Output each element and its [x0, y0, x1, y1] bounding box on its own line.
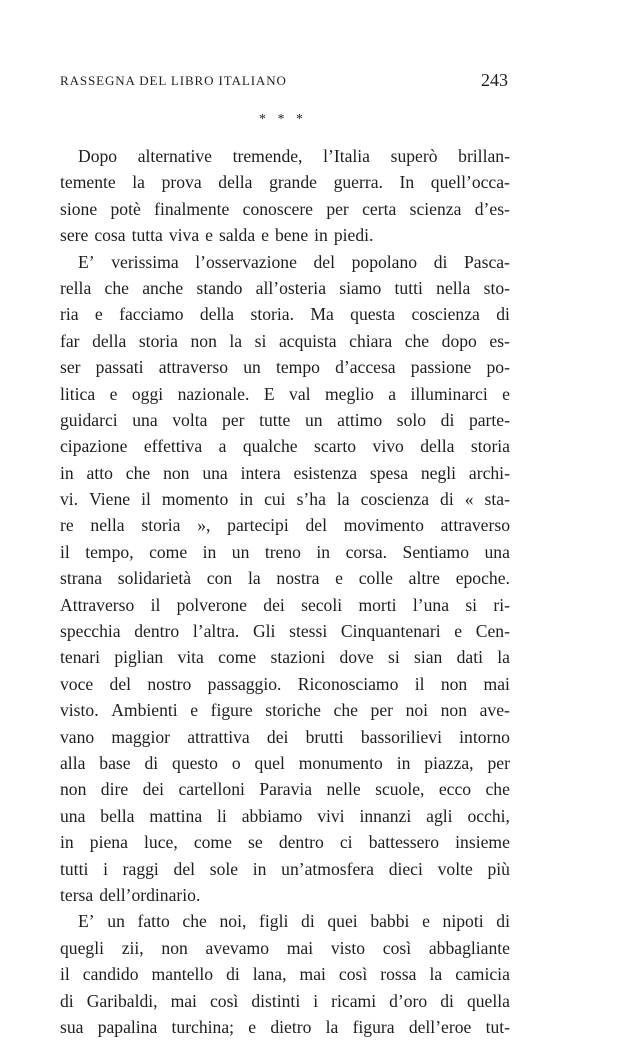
text-line: E’ verissima l’osservazione del popolano di Pasca- — [78, 251, 510, 272]
text-line: in piena luce, come se dentro ci battessero insieme — [60, 832, 510, 853]
text-line: E’ un fatto che noi, figli di quei babbi e nipoti di — [78, 911, 510, 932]
text-line: vano maggior attrattiva dei brutti bassorilievi intorno — [60, 726, 510, 747]
text-line: in atto che non una intera esistenza spesa negli archi- — [60, 462, 510, 483]
text-line: sua papalina turchina; e dietro la figura dell’eroe tut- — [60, 1016, 510, 1037]
section-separator: * * * — [259, 112, 307, 127]
text-line: tersa dell’ordinario. — [60, 884, 201, 905]
text-line: ria e facciamo della storia. Ma questa coscienza di — [60, 304, 510, 325]
text-line: Attraverso il polverone dei secoli morti l’una si ri- — [60, 594, 510, 615]
text-line: visto. Ambienti e figure storiche che per noi non ave- — [60, 700, 510, 721]
text-line: cipazione effettiva a qualche scarto vivo della storia — [60, 436, 510, 457]
body-text — [60, 143, 510, 1040]
text-line: il tempo, come in un treno in corsa. Sentiamo una — [60, 541, 510, 562]
text-line: tenari piglian vita come stazioni dove si sian dati la — [60, 647, 510, 668]
text-line: tutti i raggi del sole in un’atmosfera dieci volte più — [60, 858, 510, 879]
text-line: Dopo alternative tremende, l’Italia superò brillan- — [78, 146, 510, 166]
text-line: sione potè finalmente conoscere per certa scienza d’es- — [60, 198, 510, 219]
text-line: alla base di questo o quel monumento in piazza, per — [60, 752, 510, 773]
text-line: far della storia non la si acquista chiara che dopo es- — [60, 330, 510, 351]
text-line: il candido mantello di lana, mai così rossa la camicia — [60, 964, 510, 985]
text-line: rella che anche stando all’osteria siamo tutti nella sto- — [60, 277, 510, 298]
text-line: strana solidarietà con la nostra e colle altre epoche. — [60, 568, 510, 589]
running-title: RASSEGNA DEL LIBRO ITALIANO — [60, 73, 287, 88]
text-line: temente la prova della grande guerra. In quell’occa- — [60, 172, 510, 193]
text-line: ser passati attraverso un tempo d’accesa passione po- — [60, 357, 510, 378]
text-line: re nella storia », partecipi del movimento attraverso — [60, 515, 510, 536]
text-line: di Garibaldi, mai così distinti i ricami d’oro di quella — [60, 990, 510, 1011]
page-number: 243 — [481, 70, 508, 90]
text-line: vi. Viene il momento in cui s’ha la coscienza di « sta- — [60, 489, 510, 510]
text-line: non dire dei cartelloni Paravia nelle scuole, ecco che — [60, 779, 510, 800]
text-line: litica e oggi nazionale. E val meglio a illuminarci e — [60, 383, 510, 404]
page-header — [60, 70, 508, 94]
text-line: una bella mattina li abbiamo vivi innanzi agli occhi, — [60, 805, 510, 826]
text-line: voce del nostro passaggio. Riconosciamo il non mai — [60, 673, 510, 694]
text-line: specchia dentro l’altra. Gli stessi Cinquantenari e Cen- — [60, 621, 510, 642]
text-line: sere cosa tutta viva e salda e bene in piedi. — [60, 225, 374, 246]
text-line: quegli zii, non avevamo mai visto così abbagliante — [60, 937, 510, 958]
text-line: guidarci una volta per tutte un attimo solo di parte- — [60, 409, 510, 430]
